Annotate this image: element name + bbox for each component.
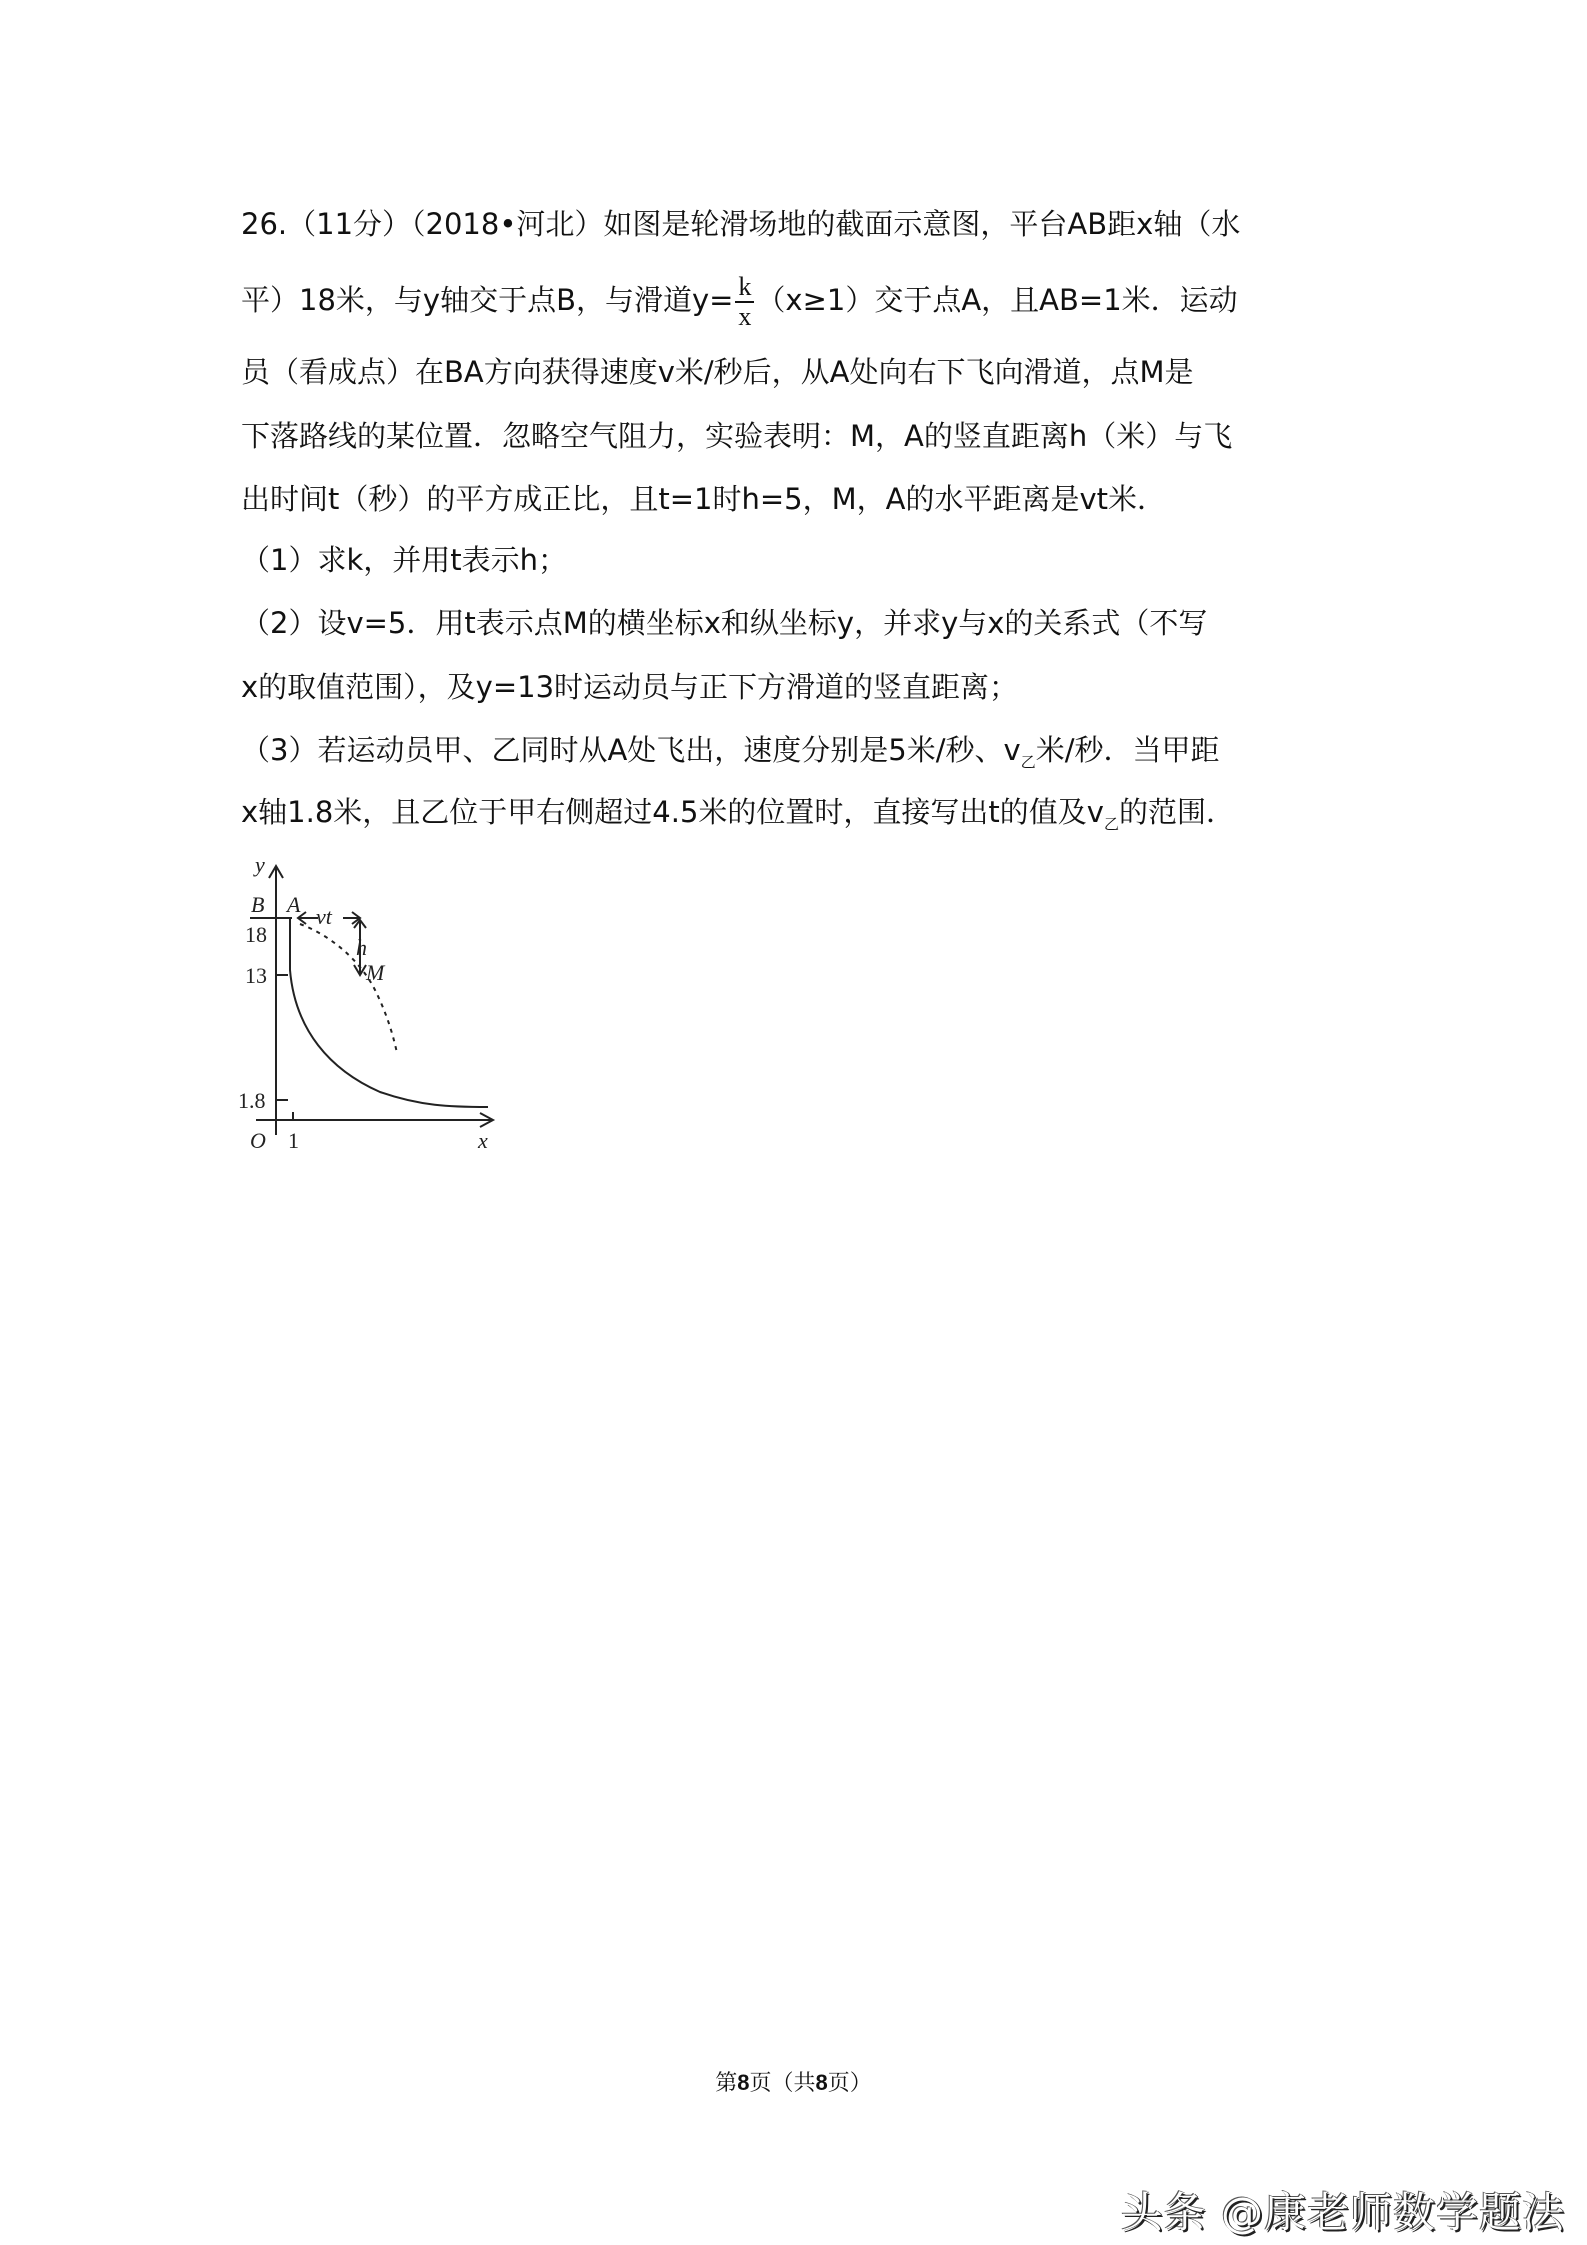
footer-text: 页） [827,2070,872,2095]
fraction-denominator: x [738,302,752,331]
total-pages: 8 [815,2070,828,2095]
question-line-4: 下落路线的某位置．忽略空气阻力，实验表明：M，A的竖直距离h（米）与飞 [241,419,1233,453]
tick-label-13: 13 [245,963,267,988]
x-axis-label: x [478,1128,488,1153]
watermark: 头条 @康老师数学题法 [1120,2188,1565,2237]
footer-text: 第 [715,2070,738,2095]
text-segment: 的范围． [1118,795,1235,829]
point-m-label: M [366,960,385,985]
skating-diagram [230,840,510,1170]
subquestion-3-cont [241,792,1235,844]
y-axis-label: y [255,852,265,877]
text-segment: （x≥1）交于点A，且AB=1米．运动 [756,283,1238,317]
h-label: h [356,935,367,960]
question-line-2 [241,273,1238,331]
subquestion-2-cont: x的取值范围），及y=13时运动员与正下方滑道的竖直距离； [241,670,1019,704]
question-line-5: 出时间t（秒）的平方成正比，且t=1时h=5，M，A的水平距离是vt米． [241,482,1167,516]
subquestion-3 [241,730,1219,782]
current-page: 8 [737,2070,750,2095]
tick-label-x1: 1 [288,1128,299,1153]
point-a-label: A [287,892,301,917]
question-line-1: 26.（11分）（2018•河北）如图是轮滑场地的截面示意图，平台AB距x轴（水 [241,207,1241,241]
text-segment: 平）18米，与y轴交于点B，与滑道y= [241,283,734,317]
text-segment: 米/秒．当甲距 [1035,733,1220,767]
origin-label: O [250,1128,266,1153]
vt-label: vt [316,904,332,929]
text-segment: x轴1.8米，且乙位于甲右侧超过4.5米的位置时，直接写出t的值及v [241,795,1104,829]
tick-label-1-8: 1.8 [238,1088,266,1113]
subquestion-1: （1）求k，并用t表示h； [241,543,567,577]
question-line-3: 员（看成点）在BA方向获得速度v米/秒后，从A处向右下飞向滑道，点M是 [241,355,1194,389]
flight-path [300,924,397,1053]
page-footer [0,2066,1587,2097]
slide-curve [290,918,488,1107]
text-segment: （3）若运动员甲、乙同时从A处飞出，速度分别是5米/秒、v [241,733,1021,767]
tick-label-18: 18 [245,922,267,947]
point-b-label: B [251,892,265,917]
subscript: 乙 [1103,814,1119,833]
fraction-k-over-x [735,273,754,331]
subscript: 乙 [1020,752,1036,771]
footer-text: 页（共 [749,2070,816,2095]
fraction-numerator: k [735,273,754,303]
subquestion-2: （2）设v=5．用t表示点M的横坐标x和纵坐标y，并求y与x的关系式（不写 [241,606,1208,640]
